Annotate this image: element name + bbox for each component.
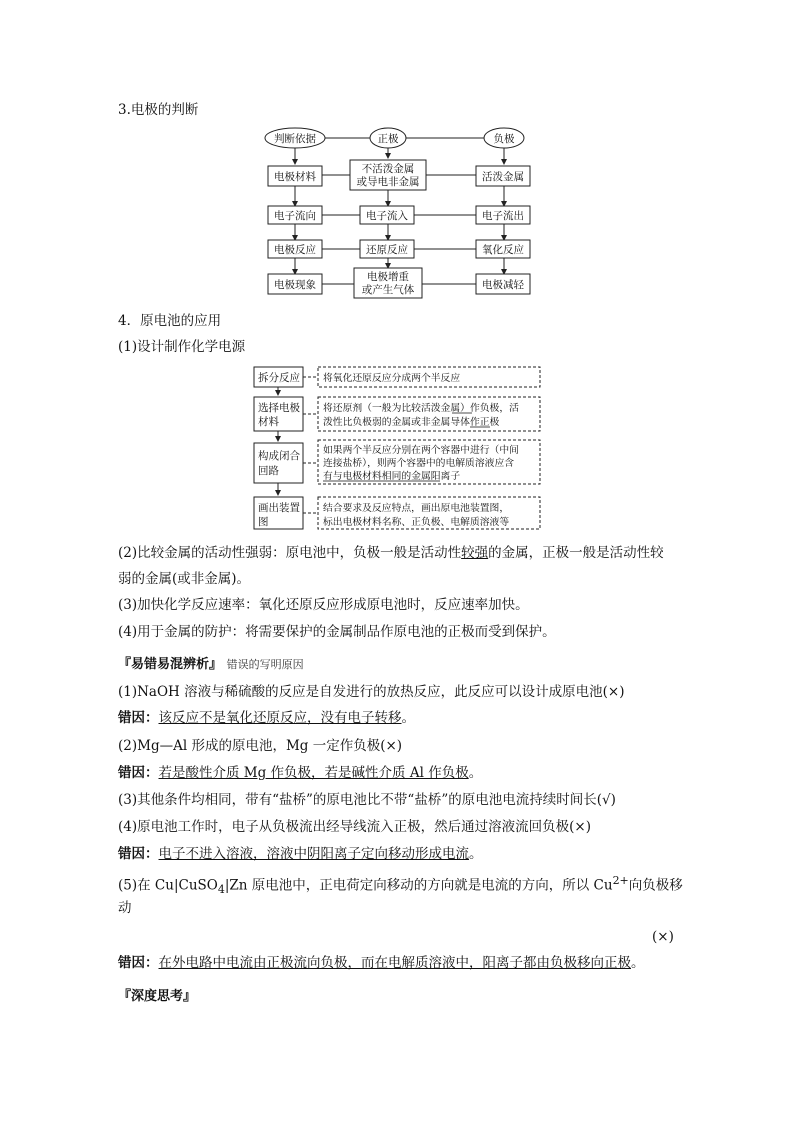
step-desc: 标出电极材料名称、正负极、电解质溶液等	[323, 517, 510, 528]
error-reason-2: 错因：若是酸性介质 Mg 作负极，若是碱性介质 Al 作负极。	[118, 765, 483, 781]
subheading-1: (1)设计制作化学电源	[118, 339, 246, 355]
positive-cell: 或导电非金属	[356, 176, 420, 188]
positive-label: 正极	[377, 133, 399, 145]
negative-cell: 活泼金属	[482, 171, 524, 183]
heading-note: 错误的写明原因	[226, 658, 304, 671]
battery-design-diagram	[0, 360, 794, 540]
step-label: 拆分反应	[258, 372, 300, 384]
item-3: (3)其他条件均相同，带有“盐桥”的原电池比不带“盐桥”的原电池电流持续时间长(√)	[118, 792, 616, 808]
step-label: 画出装置	[258, 502, 300, 514]
positive-cell: 不活泼金属	[361, 163, 415, 175]
step-label: 构成闭合	[258, 450, 300, 462]
positive-cell: 或产生气体	[361, 284, 415, 296]
step-desc: 结合要求及反应特点，画出原电池装置图，	[323, 503, 510, 514]
positive-cell: 电极增重	[367, 271, 409, 283]
item-5-cont: 动	[118, 900, 132, 916]
section-title-4: 4．原电池的应用	[118, 313, 222, 329]
row-label: 电极现象	[274, 279, 316, 291]
paragraph-3: (3)加快化学反应速率：氧化还原反应形成原电池时，反应速率加快。	[118, 597, 529, 613]
positive-cell: 还原反应	[366, 244, 408, 256]
section-box-heading: 『深度思考』	[118, 989, 197, 1004]
row-label: 电子流向	[274, 210, 316, 222]
item-1: (1)NaOH 溶液与稀硫酸的反应是自发进行的放热反应，此反应可以设计成原电池(×)	[118, 684, 625, 700]
item-4: (4)原电池工作时，电子从负极流出经导线流入正极，然后通过溶液流回负极(×)	[118, 819, 591, 835]
paragraph-4: (4)用于金属的防护：将需要保护的金属制品作原电池的正极而受到保护。	[118, 624, 556, 640]
item-5: (5)在 Cu|CuSO$_4$|Zn 原电池中，正电荷定向移动的方向就是电流的方向，所以 $Cu^{2+}$向负极移	[118, 874, 683, 897]
step-label: 图	[258, 516, 269, 528]
step-desc: 有与电极材料相同的金属阳离子	[323, 471, 461, 482]
criteria-label: 判断依据	[274, 133, 316, 145]
negative-label: 负极	[493, 133, 515, 145]
error-reason-5: 错因：在外电路中电流由正极流向负极，而在电解质溶液中，阳离子都由负极移向正极。	[118, 955, 645, 971]
negative-cell: 电极减轻	[482, 279, 524, 291]
step-desc: 将氧化还原反应分成两个半反应	[323, 373, 461, 384]
error-reason-4: 错因：电子不进入溶液，溶液中阴阳离子定向移动形成电流。	[118, 846, 483, 862]
row-label: 电极材料	[274, 171, 316, 183]
row-label: 电极反应	[274, 244, 316, 256]
step-desc: 泼性比负极弱的金属或非金属导体作正极	[323, 417, 500, 428]
step-desc: 连接盐桥），则两个容器中的电解质溶液应含	[323, 458, 515, 469]
step-desc: 将还原剂（一般为比较活泼金属）作负极，活	[323, 403, 519, 414]
step-label: 选择电极	[258, 402, 300, 414]
paragraph-2-cont: 弱的金属(或非金属)。	[118, 571, 251, 587]
negative-cell: 氧化反应	[482, 244, 524, 256]
item-2: (2)Mg—Al 形成的原电池，Mg 一定作负极(×)	[118, 738, 403, 754]
section-title-3: 3.电极的判断	[118, 102, 199, 118]
step-label: 回路	[258, 465, 279, 477]
step-desc: 如果两个半反应分别在两个容器中进行（中间	[323, 445, 519, 456]
paragraph-2: (2)比较金属的活动性强弱：原电池中，负极一般是活动性较强的金属，正极一般是活动性较	[118, 545, 664, 561]
negative-cell: 电子流出	[482, 210, 524, 222]
section-box-heading: 『易错易混辨析』 错误的写明原因	[118, 657, 304, 672]
error-reason-1: 错因：该反应不是氧化还原反应，没有电子转移。	[118, 710, 415, 726]
item-5-mark: (×)	[652, 929, 674, 945]
positive-cell: 电子流入	[366, 210, 408, 222]
step-box	[254, 443, 303, 483]
step-label: 材料	[258, 416, 279, 428]
